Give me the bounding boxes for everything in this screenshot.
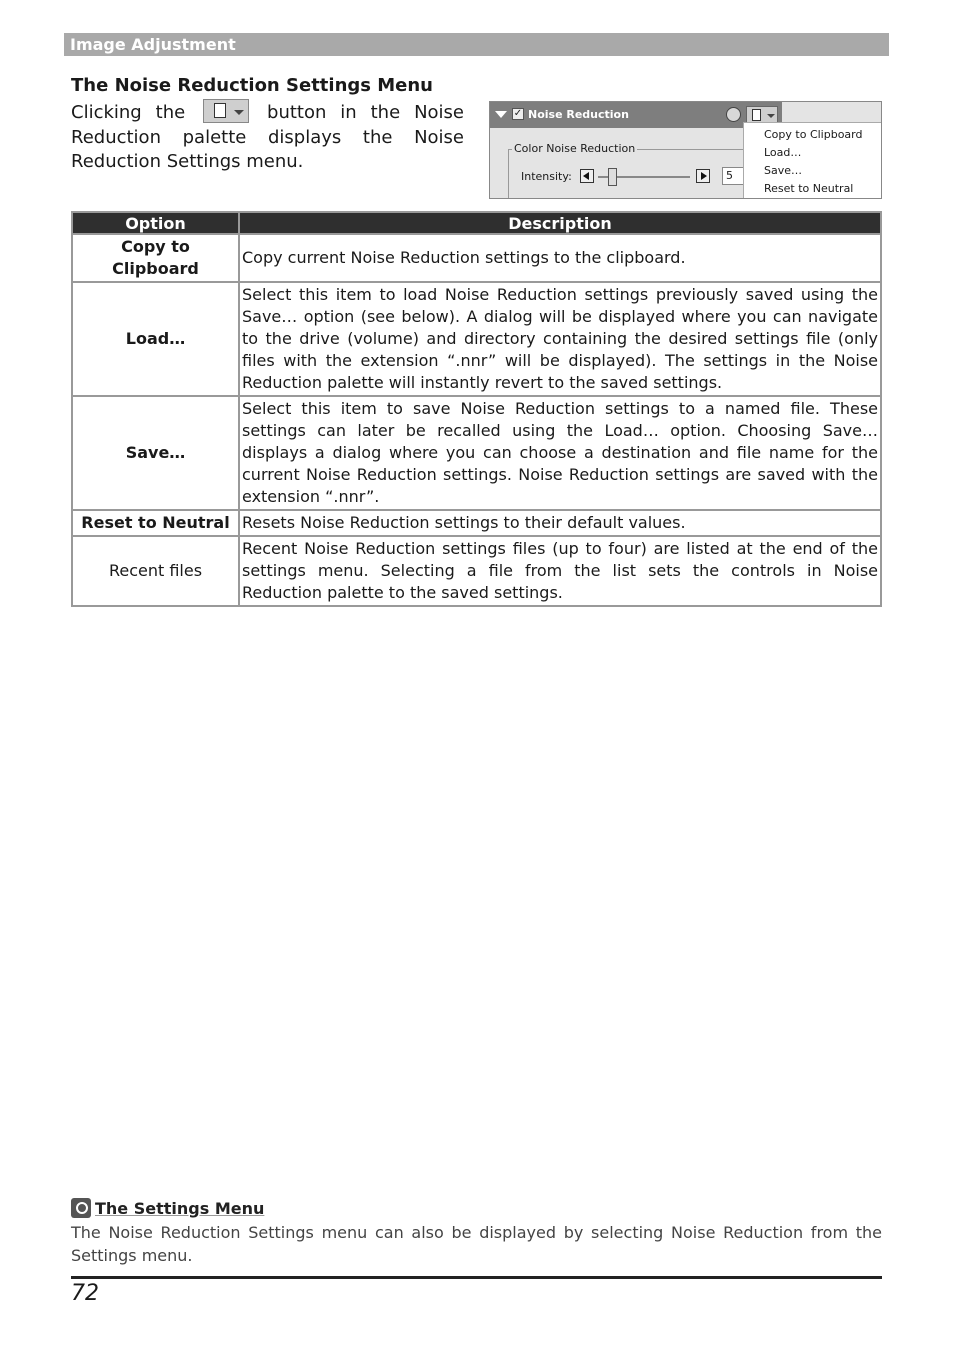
intensity-value: 5 — [722, 167, 744, 185]
settings-note-icon — [71, 1198, 91, 1218]
palette-title: Noise Reduction — [528, 108, 629, 121]
option-cell: Reset to Neutral — [73, 511, 238, 535]
menu-item-copy: Copy to Clipboard — [764, 128, 863, 141]
arrow-left-icon — [580, 169, 594, 183]
option-cell: Load… — [73, 283, 238, 395]
option-cell: Copy to Clipboard — [73, 235, 238, 281]
slider-thumb — [608, 168, 617, 186]
arrow-right-icon — [696, 169, 710, 183]
chevron-down-icon — [234, 110, 244, 115]
footer-divider — [71, 1276, 882, 1279]
description-cell: Select this item to load Noise Reduction settings previously saved using the Save… option (see below). A dialog will be displayed where you can navigate to the drive (volume) and directory containing the desired settings file (only files with the extension “.nnr” will be displayed). The settings in the Noise Reduction palette will instantly revert to the saved settings. — [240, 283, 880, 395]
description-cell: Copy current Noise Reduction settings to the clipboard. — [240, 235, 880, 281]
intensity-label: Intensity: — [521, 170, 572, 183]
table-row — [73, 397, 880, 509]
menu-item-load: Load… — [764, 146, 802, 159]
intro-text-before: Clicking the — [71, 102, 186, 123]
note-body: The Noise Reduction Settings menu can also be displayed by selecting Noise Reduction from the Settings menu. — [71, 1223, 882, 1265]
option-cell: Save… — [73, 397, 238, 509]
table-row — [73, 537, 880, 605]
description-cell: Select this item to save Noise Reduction settings to a named file. These settings can later be recalled using the Load… option. Choosing Save… displays a dialog where you can choose a destination and file name for the current Noise Reduction settings. Noise Reduction settings are saved with the extension “.nnr”. — [240, 397, 880, 509]
palette-titlebar — [490, 102, 782, 128]
options-table — [71, 211, 882, 607]
description-cell: Recent Noise Reduction settings files (up to four) are listed at the end of the settings menu. Selecting a file from the list sets the controls in Noise Reduction palette to the saved settings. — [240, 537, 880, 605]
table-row — [73, 511, 880, 535]
group-label: Color Noise Reduction — [514, 142, 636, 155]
page-number: 72 — [71, 1281, 99, 1306]
menu-item-reset: Reset to Neutral — [764, 182, 854, 195]
menu-item-save: Save… — [764, 164, 803, 177]
section-header: Image Adjustment — [64, 33, 889, 56]
intro-paragraph — [71, 99, 464, 175]
circle-icon — [726, 107, 741, 122]
table-header-row — [73, 213, 880, 233]
column-header-option: Option — [73, 213, 238, 233]
settings-menu-button-icon — [203, 99, 249, 123]
column-header-description: Description — [240, 213, 880, 233]
table-row — [73, 283, 880, 395]
section-title: The Noise Reduction Settings Menu — [71, 75, 433, 96]
table-row — [73, 235, 880, 281]
settings-dropdown-menu — [743, 122, 882, 199]
checkbox-icon: ✓ — [513, 108, 523, 119]
note-heading — [71, 1198, 264, 1218]
document-icon — [214, 103, 226, 118]
collapse-triangle-icon — [495, 111, 507, 118]
option-cell: Recent files — [73, 537, 238, 605]
note-heading-text: The Settings Menu — [95, 1199, 265, 1218]
palette-screenshot — [489, 101, 882, 199]
intro-text-after: button in the Noise Reduction palette displays the Noise Reduction Settings menu. — [71, 102, 465, 172]
description-cell: Resets Noise Reduction settings to their default values. — [240, 511, 880, 535]
